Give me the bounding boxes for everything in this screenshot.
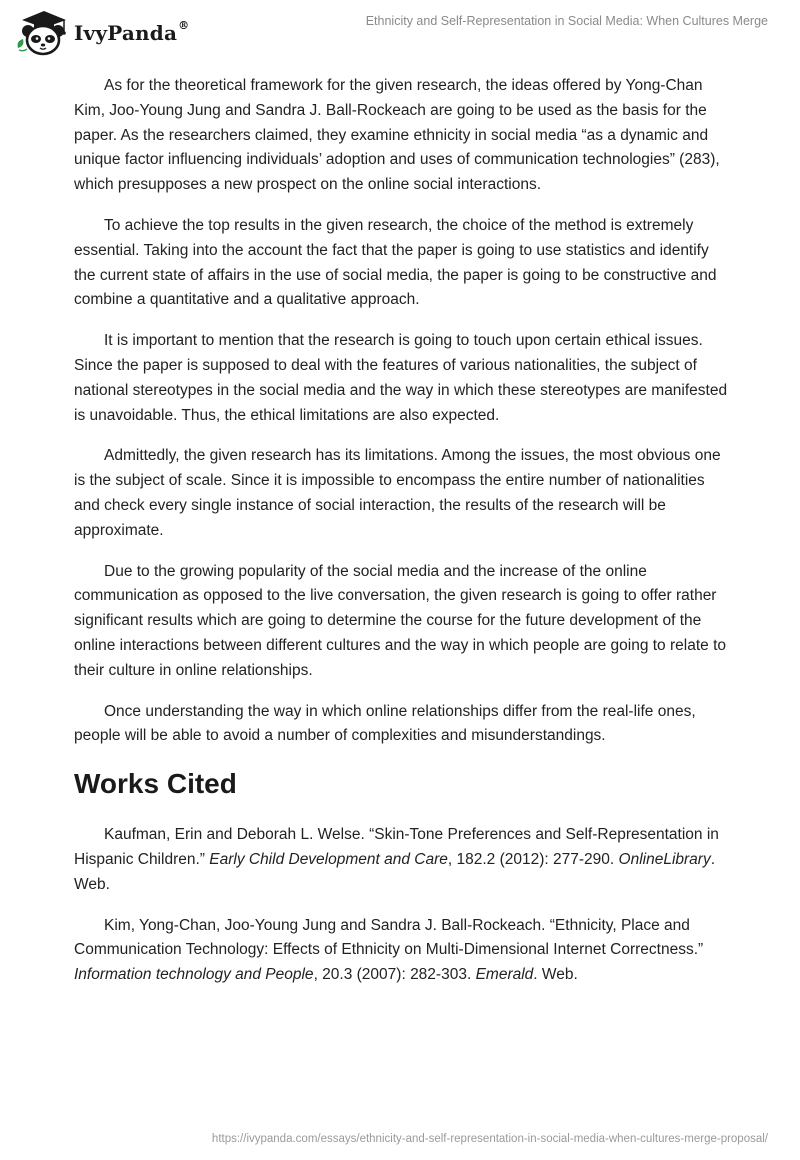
citation-journal: Early Child Development and Care: [209, 850, 448, 868]
citation-details: , 182.2 (2012): 277-290.: [447, 850, 619, 868]
citation-suffix: . Web.: [533, 966, 578, 984]
citation-suffix: . Web.: [74, 850, 716, 893]
essay-content: [74, 74, 734, 1004]
citation-details: , 20.3 (2007): 282-303.: [313, 966, 476, 984]
document-title: Ethnicity and Self-Representation in Social Media: When Cultures Merge: [365, 14, 768, 28]
body-paragraph-4: Admittedly, the given research has its limitations. Among the issues, the most obvious one is the subject of scale. Since it is impossible to encompass the entire number of nationalities and check every single instance of social interaction, the results of the research will be approximate.: [74, 447, 721, 539]
citation-text: Kaufman, Erin and Deborah L. Welse. “Skin-Tone Preferences and Self-Representation in Hispanic Children.”: [74, 826, 719, 868]
citation-journal: Information technology and People: [74, 966, 314, 984]
panda-graduate-icon: [14, 8, 70, 56]
registered-mark: ®: [178, 19, 190, 32]
body-paragraph-6: Once understanding the way in which online relationships differ from the real-life ones, people will be able to avoid a number of complexities and misunderstandings.: [74, 702, 696, 745]
citation-text: Kim, Yong-Chan, Joo-Young Jung and Sandra J. Ball-Rockeach. “Ethnicity, Place and Communication Technology: Effects of Ethnicity on Multi-Dimensional Internet Correctness.”: [74, 916, 704, 959]
works-cited-heading: Works Cited: [74, 768, 237, 800]
page-header: [0, 0, 800, 60]
source-url[interactable]: https://ivypanda.com/essays/ethnicity-and-self-representation-in-social-media-when-cultures-merge-proposal/: [211, 1133, 768, 1145]
body-paragraph-2: To achieve the top results in the given research, the choice of the method is extremely essential. Taking into the account the fact that the paper is going to use statistics and identify the current state of affairs in the use of social media, the paper is going to be constructive and combine a quantitative and a qualitative approach.: [74, 216, 717, 309]
citation-kim: [74, 914, 734, 988]
body-paragraph-5: Due to the growing popularity of the social media and the increase of the online communication as opposed to the live conversation, the given research is going to offer rather significant results which are going to determine the course for the future development of the online interactions between different cultures and the way in which people are going to relate to their culture in online relationships.: [74, 562, 726, 679]
brand-name: [74, 21, 189, 45]
body-paragraph-1: As for the theoretical framework for the given research, the ideas offered by Yong-Chan Kim, Joo-Young Jung and Sandra J. Ball-Rockeach are going to be used as the basis for the paper. As the researchers claimed, they examine ethnicity in social media “as a dynamic and unique factor influencing individuals’ adoption and uses of communication technologies” (283), which presupposes a new prospect on the online social interactions.: [74, 77, 720, 194]
citation-kaufman: [74, 823, 734, 897]
citation-database: OnlineLibrary: [618, 850, 711, 868]
citation-database: Emerald: [475, 966, 534, 984]
brand-name-text: IvyPanda: [74, 21, 178, 45]
body-paragraph-3: It is important to mention that the research is going to touch upon certain ethical issues. Since the paper is supposed to deal with the features of various nationalities, the subject of national stereotypes in the social media and the way in which these stereotypes are manifested is unavoidable. Thus, the ethical limitations are also expected.: [74, 332, 728, 424]
ivypanda-logo[interactable]: [14, 8, 189, 56]
